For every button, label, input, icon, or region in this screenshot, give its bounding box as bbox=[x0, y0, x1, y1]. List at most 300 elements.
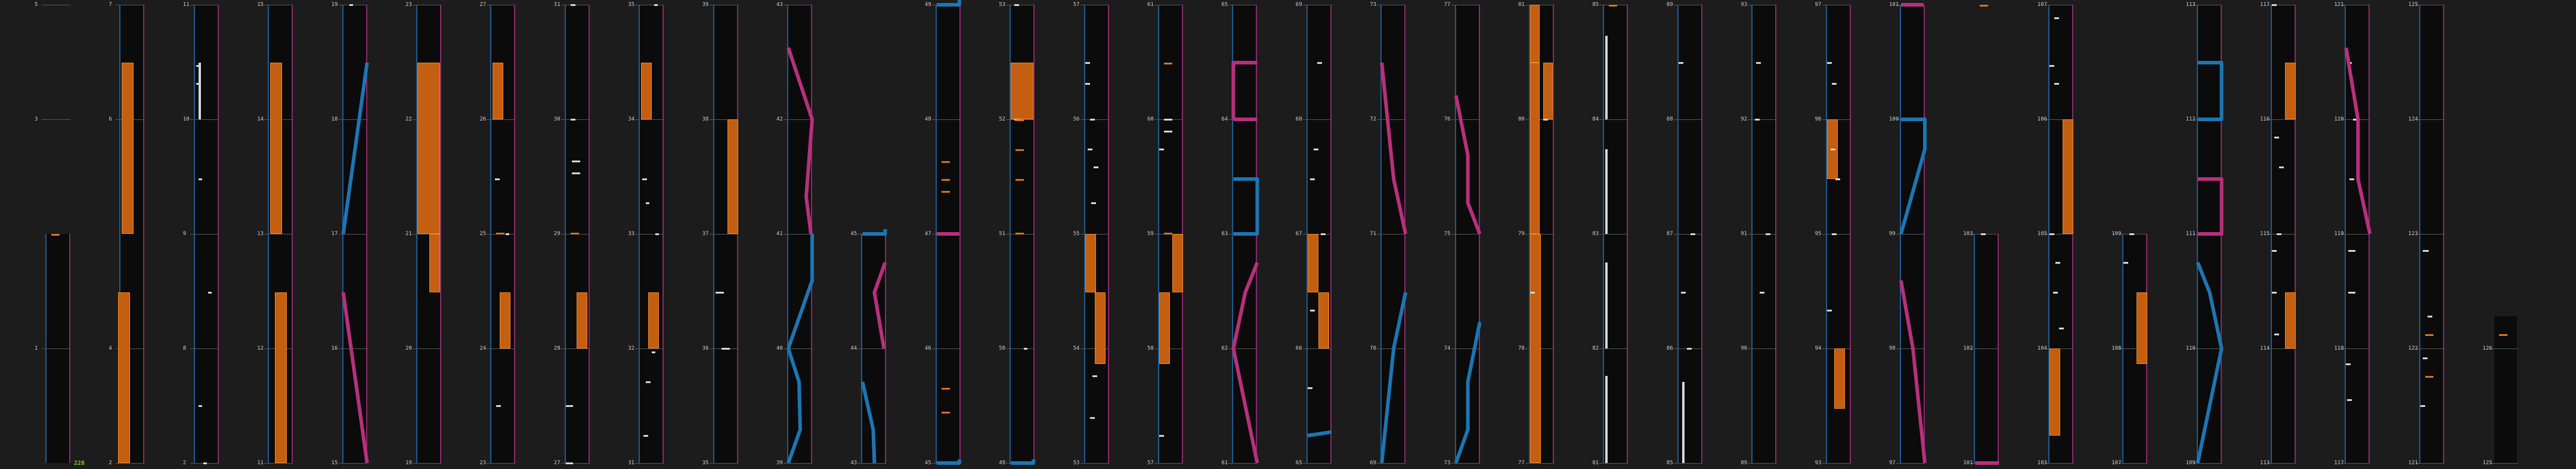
tap-note bbox=[572, 172, 580, 174]
measure-number: 57 bbox=[1147, 460, 1154, 466]
measure-number: 39 bbox=[776, 460, 783, 466]
measure-number: 47 bbox=[924, 231, 931, 237]
measure-line bbox=[635, 463, 664, 464]
measure-line bbox=[784, 119, 812, 120]
hold-note bbox=[1318, 292, 1329, 348]
marker-tick bbox=[1015, 179, 1024, 181]
measure-number: 3 bbox=[35, 116, 38, 122]
tap-note bbox=[566, 462, 573, 464]
hold-note bbox=[429, 234, 440, 292]
measure-number: 2 bbox=[182, 460, 187, 466]
measure-line bbox=[1748, 463, 1776, 464]
hold-note bbox=[1543, 63, 1553, 119]
measure-number: 107 bbox=[2037, 2, 2048, 8]
tap-note bbox=[1827, 310, 1832, 311]
measure-number: 73 bbox=[1444, 460, 1451, 466]
tap-note bbox=[655, 233, 659, 235]
measure-number: 113 bbox=[2260, 460, 2270, 466]
measure-line bbox=[2193, 119, 2222, 120]
hold-note bbox=[2285, 63, 2296, 119]
measure-number: 51 bbox=[999, 231, 1006, 237]
measure-line bbox=[710, 463, 738, 464]
measure-number: 93 bbox=[1815, 460, 1822, 466]
measure-number: 99 bbox=[1889, 231, 1896, 237]
measure-number: 72 bbox=[1370, 116, 1377, 122]
tap-note bbox=[2055, 262, 2060, 264]
marker-tick bbox=[1609, 5, 1617, 7]
tap-note bbox=[1094, 166, 1098, 168]
tap-note bbox=[203, 462, 207, 464]
hold-note bbox=[1085, 234, 1096, 292]
tap-note bbox=[2123, 262, 2128, 264]
measure-number: 68 bbox=[1295, 116, 1302, 122]
marker-tick bbox=[942, 179, 950, 181]
measure-line bbox=[857, 348, 886, 349]
measure-line bbox=[1377, 348, 1405, 349]
tap-note bbox=[1092, 375, 1097, 377]
marker-tick bbox=[942, 412, 950, 414]
marker-tick bbox=[1015, 233, 1024, 234]
tap-note bbox=[2129, 233, 2134, 235]
measure-line bbox=[1970, 348, 1999, 349]
marker-tick bbox=[1164, 233, 1172, 234]
tap-note bbox=[1091, 202, 1096, 204]
measure-number: 65 bbox=[1295, 460, 1302, 466]
measure-number: 11 bbox=[182, 2, 190, 8]
hold-note bbox=[122, 63, 134, 234]
tap-note bbox=[199, 178, 202, 180]
tap-note bbox=[1766, 233, 1770, 235]
measure-number: 33 bbox=[628, 231, 635, 237]
tap-note bbox=[1981, 233, 1986, 235]
measure-number: 26 bbox=[479, 116, 487, 122]
tap-note bbox=[2277, 233, 2281, 235]
measure-line bbox=[561, 348, 590, 349]
measure-line bbox=[1228, 119, 1257, 120]
measure-line bbox=[339, 348, 367, 349]
measure-number: 41 bbox=[776, 231, 783, 237]
measure-number: 9 bbox=[182, 231, 187, 237]
measure-line bbox=[635, 348, 664, 349]
tap-note bbox=[642, 178, 647, 180]
tap-note bbox=[1832, 83, 1837, 85]
measure-number: 89 bbox=[1666, 2, 1673, 8]
measure-number: 11 bbox=[257, 460, 264, 466]
measure-number: 106 bbox=[2037, 116, 2048, 122]
hold-note bbox=[1159, 292, 1170, 364]
measure-number: 52 bbox=[999, 116, 1006, 122]
hold-note bbox=[275, 292, 287, 463]
tap-note bbox=[566, 405, 573, 407]
marker-tick bbox=[2425, 376, 2433, 378]
measure-number: 31 bbox=[553, 2, 561, 8]
measure-number: 120 bbox=[2334, 116, 2344, 122]
measure-number: 66 bbox=[1295, 345, 1302, 351]
measure-number: 104 bbox=[2037, 345, 2048, 351]
marker-tick bbox=[1015, 119, 1024, 121]
measure-number: 101 bbox=[1889, 2, 1899, 8]
measure-number: 73 bbox=[1370, 2, 1377, 8]
tap-note bbox=[1831, 149, 1835, 150]
measure-line bbox=[2193, 463, 2222, 464]
marker-tick bbox=[942, 388, 950, 390]
measure-line bbox=[190, 348, 219, 349]
measure-line bbox=[1748, 348, 1776, 349]
tap-note bbox=[1690, 233, 1695, 235]
tap-note bbox=[1314, 149, 1318, 150]
measure-number: 54 bbox=[1073, 345, 1080, 351]
measure-line bbox=[2416, 348, 2444, 349]
measure-number: 40 bbox=[776, 345, 783, 351]
hold-note bbox=[1834, 348, 1845, 409]
tap-note bbox=[572, 161, 580, 162]
measure-number: 25 bbox=[479, 231, 487, 237]
tap-note bbox=[654, 4, 658, 6]
measure-number: 83 bbox=[1592, 231, 1599, 237]
measure-line bbox=[1822, 463, 1851, 464]
measure-number: 17 bbox=[331, 231, 338, 237]
tap-note bbox=[1679, 62, 1683, 64]
measure-number: 59 bbox=[1147, 231, 1154, 237]
measure-number: 71 bbox=[1370, 231, 1377, 237]
measure-number: 7 bbox=[109, 2, 112, 8]
measure-number: 85 bbox=[1592, 2, 1599, 8]
tap-note bbox=[199, 405, 202, 407]
measure-line bbox=[487, 119, 515, 120]
measure-number: 43 bbox=[850, 460, 857, 466]
tap-note bbox=[1159, 435, 1164, 437]
measure-line bbox=[2267, 348, 2296, 349]
hold-note bbox=[1011, 63, 1033, 119]
measure-number: 14 bbox=[257, 116, 264, 122]
measure-line bbox=[1525, 463, 1554, 464]
measure-number: 103 bbox=[2037, 460, 2048, 466]
measure-number: 16 bbox=[331, 345, 338, 351]
measure-line bbox=[1228, 348, 1257, 349]
measure-line bbox=[784, 348, 812, 349]
measure-number: 29 bbox=[553, 231, 561, 237]
measure-number: 37 bbox=[702, 231, 709, 237]
measure-number: 69 bbox=[1370, 460, 1377, 466]
tap-note bbox=[716, 292, 724, 294]
measure-line bbox=[2267, 119, 2296, 120]
tap-note bbox=[2423, 250, 2429, 252]
measure-number: 34 bbox=[628, 116, 635, 122]
measure-number: 45 bbox=[850, 231, 857, 237]
measure-number: 5 bbox=[35, 2, 38, 8]
tap-note bbox=[2272, 292, 2277, 294]
measure-number: 118 bbox=[2334, 345, 2344, 351]
measure-number: 27 bbox=[553, 460, 561, 466]
measure-line bbox=[635, 119, 664, 120]
marker-tick bbox=[2499, 334, 2507, 336]
measure-line bbox=[2193, 348, 2222, 349]
measure-number: 121 bbox=[2334, 2, 2344, 8]
measure-number: 21 bbox=[405, 231, 412, 237]
measure-number: 46 bbox=[924, 345, 931, 351]
measure-line bbox=[1303, 119, 1332, 120]
measure-number: 50 bbox=[999, 345, 1006, 351]
measure-line bbox=[1303, 348, 1332, 349]
measure-number: 107 bbox=[2111, 460, 2122, 466]
measure-number: 89 bbox=[1741, 460, 1748, 466]
measure-number: 82 bbox=[1592, 345, 1599, 351]
measure-number: 63 bbox=[1221, 231, 1228, 237]
measure-line bbox=[2119, 463, 2147, 464]
tap-note bbox=[646, 202, 649, 204]
tap-note bbox=[2054, 17, 2059, 19]
tap-note bbox=[1543, 119, 1548, 121]
slide-path-blue bbox=[937, 0, 959, 5]
measure-line bbox=[487, 348, 515, 349]
measure-line bbox=[1451, 119, 1480, 120]
hold-note bbox=[2063, 119, 2073, 234]
measure-number: 110 bbox=[2185, 345, 2196, 351]
measure-number: 18 bbox=[331, 116, 338, 122]
tap-note bbox=[2348, 250, 2355, 252]
measure-line bbox=[1377, 119, 1405, 120]
measure-line bbox=[1970, 463, 1999, 464]
tap-note bbox=[1090, 417, 1095, 419]
measure-number: 81 bbox=[1592, 460, 1599, 466]
measure-number: 38 bbox=[702, 116, 709, 122]
tap-note bbox=[495, 178, 500, 180]
measure-number: 58 bbox=[1147, 345, 1154, 351]
measure-number: 6 bbox=[109, 116, 112, 122]
measure-number: 13 bbox=[257, 231, 264, 237]
measure-number: 77 bbox=[1518, 460, 1525, 466]
tap-note bbox=[208, 292, 212, 294]
hold-note bbox=[270, 63, 282, 234]
hold-note bbox=[577, 292, 587, 348]
long-tap-streak bbox=[1605, 36, 1608, 119]
tap-note bbox=[571, 4, 575, 6]
measure-number: 53 bbox=[1073, 460, 1080, 466]
hold-note bbox=[727, 119, 738, 234]
measure-line bbox=[1896, 348, 1925, 349]
tap-note bbox=[1756, 62, 1761, 64]
measure-line bbox=[413, 463, 441, 464]
measure-line bbox=[857, 463, 886, 464]
hold-note bbox=[2285, 292, 2296, 348]
measure-number: 75 bbox=[1444, 231, 1451, 237]
measure-number: 74 bbox=[1444, 345, 1451, 351]
hold-note bbox=[648, 292, 659, 348]
hold-note bbox=[1530, 63, 1540, 234]
measure-number: 97 bbox=[1889, 460, 1896, 466]
measure-line bbox=[1451, 348, 1480, 349]
long-tap-streak bbox=[1682, 382, 1685, 463]
measure-number: 79 bbox=[1518, 231, 1525, 237]
tap-note bbox=[2274, 334, 2279, 335]
tap-note bbox=[2348, 292, 2355, 294]
measure-number: 19 bbox=[405, 460, 412, 466]
measure-line bbox=[1896, 463, 1925, 464]
measure-line bbox=[1599, 463, 1628, 464]
measure-number: 86 bbox=[1666, 345, 1673, 351]
hold-note bbox=[2137, 292, 2147, 364]
tap-note bbox=[2049, 65, 2054, 67]
tap-note bbox=[2054, 83, 2059, 85]
measure-line bbox=[2045, 463, 2073, 464]
tap-note bbox=[2059, 328, 2064, 329]
measure-number: 76 bbox=[1444, 116, 1451, 122]
measure-number: 108 bbox=[2111, 345, 2122, 351]
marker-tick bbox=[1980, 5, 1988, 7]
tap-note bbox=[2347, 62, 2352, 64]
long-tap-streak bbox=[1605, 376, 1608, 463]
tap-note bbox=[1755, 119, 1760, 121]
measure-line bbox=[561, 119, 590, 120]
measure-number: 35 bbox=[702, 460, 709, 466]
tap-note bbox=[646, 381, 651, 383]
measure-number: 88 bbox=[1666, 116, 1673, 122]
measure-number: 30 bbox=[553, 116, 561, 122]
measure-line bbox=[487, 463, 515, 464]
hold-note bbox=[1308, 234, 1318, 292]
tap-note bbox=[2053, 292, 2058, 294]
measure-number: 62 bbox=[1221, 345, 1228, 351]
marker-tick bbox=[1164, 63, 1172, 64]
measure-line bbox=[1080, 463, 1109, 464]
measure-number: 101 bbox=[1963, 460, 1973, 466]
measure-number: 24 bbox=[479, 345, 487, 351]
measure-number: 78 bbox=[1518, 345, 1525, 351]
measure-number: 97 bbox=[1815, 2, 1822, 8]
measure-number: 20 bbox=[405, 345, 412, 351]
measure-number: 81 bbox=[1518, 2, 1525, 8]
measure-number: 95 bbox=[1815, 231, 1822, 237]
measure-number: 98 bbox=[1889, 345, 1896, 351]
tap-note bbox=[2428, 316, 2432, 317]
measure-number: 125 bbox=[2408, 2, 2419, 8]
lane bbox=[2494, 316, 2517, 463]
measure-number: 109 bbox=[2111, 231, 2122, 237]
measure-number: 85 bbox=[1666, 460, 1673, 466]
measure-number: 117 bbox=[2334, 460, 2344, 466]
measure-line bbox=[1896, 119, 1925, 120]
long-tap-streak bbox=[1605, 263, 1608, 348]
measure-number: 27 bbox=[479, 2, 487, 8]
measure-number: 8 bbox=[182, 345, 187, 351]
measure-number: 103 bbox=[1963, 231, 1973, 237]
measure-number: 49 bbox=[924, 2, 931, 8]
hold-note bbox=[2049, 348, 2060, 436]
measure-line bbox=[413, 348, 441, 349]
tap-note bbox=[643, 435, 648, 437]
measure-number: 10 bbox=[182, 116, 190, 122]
measure-number: 109 bbox=[2185, 460, 2196, 466]
measure-line bbox=[1006, 463, 1035, 464]
measure-number: 45 bbox=[924, 460, 931, 466]
measure-line bbox=[1377, 463, 1405, 464]
measure-number: 43 bbox=[776, 2, 783, 8]
measure-number: 44 bbox=[850, 345, 857, 351]
marker-tick bbox=[571, 233, 579, 234]
measure-number: 114 bbox=[2260, 345, 2270, 351]
tap-note bbox=[1760, 292, 1764, 294]
measure-line bbox=[339, 119, 367, 120]
marker-tick bbox=[942, 161, 950, 163]
tap-note bbox=[1835, 178, 1840, 180]
measure-number: 48 bbox=[924, 116, 931, 122]
measure-number: 93 bbox=[1741, 2, 1748, 8]
lane-edge-right bbox=[143, 5, 144, 463]
marker-tick bbox=[51, 234, 60, 236]
measure-number: 32 bbox=[628, 345, 635, 351]
long-tap-streak bbox=[1605, 149, 1608, 234]
measure-number: 116 bbox=[2260, 116, 2270, 122]
hold-note bbox=[641, 63, 652, 119]
tap-note bbox=[496, 405, 501, 407]
measure-number: 126 bbox=[2482, 345, 2493, 351]
measure-number: 124 bbox=[2408, 116, 2419, 122]
tap-note bbox=[506, 233, 509, 235]
tap-note bbox=[2423, 357, 2428, 359]
measure-number: 56 bbox=[1073, 116, 1080, 122]
tap-note bbox=[1310, 310, 1315, 311]
measure-line bbox=[1154, 463, 1183, 464]
hold-note bbox=[1095, 292, 1106, 364]
measure-number: 123 bbox=[2408, 231, 2419, 237]
measure-number: 115 bbox=[2260, 231, 2270, 237]
measure-number: 84 bbox=[1592, 116, 1599, 122]
measure-number: 65 bbox=[1221, 2, 1228, 8]
measure-line bbox=[264, 463, 293, 464]
measure-number: 23 bbox=[479, 460, 487, 466]
marker-tick bbox=[2425, 334, 2433, 336]
measure-line bbox=[2341, 463, 2370, 464]
measure-number: 19 bbox=[331, 2, 338, 8]
measure-number: 77 bbox=[1444, 2, 1451, 8]
tap-note bbox=[2347, 399, 2352, 401]
tap-note bbox=[2274, 137, 2279, 138]
measure-number: 102 bbox=[1963, 345, 1973, 351]
tap-note bbox=[1085, 62, 1090, 64]
measure-number: 91 bbox=[1741, 231, 1748, 237]
measure-number: 117 bbox=[2260, 2, 2270, 8]
measure-line bbox=[1674, 463, 1702, 464]
measure-number: 64 bbox=[1221, 116, 1228, 122]
measure-line bbox=[784, 463, 812, 464]
measure-line bbox=[2416, 463, 2444, 464]
measure-number: 15 bbox=[331, 460, 338, 466]
measure-number: 36 bbox=[702, 345, 709, 351]
measure-number: 23 bbox=[405, 2, 412, 8]
measure-number: 57 bbox=[1073, 2, 1080, 8]
measure-line bbox=[1451, 463, 1480, 464]
tap-note bbox=[722, 348, 730, 350]
measure-number: 15 bbox=[257, 2, 264, 8]
measure-number: 80 bbox=[1518, 116, 1525, 122]
measure-number: 12 bbox=[257, 345, 264, 351]
tap-note bbox=[2272, 4, 2277, 6]
measure-line bbox=[1228, 463, 1257, 464]
measure-number: 35 bbox=[628, 2, 635, 8]
tap-note bbox=[1164, 119, 1172, 121]
marker-tick bbox=[496, 233, 504, 234]
measure-line bbox=[116, 463, 144, 464]
tap-note bbox=[2349, 178, 2354, 180]
measure-number: 122 bbox=[2408, 345, 2419, 351]
measure-number: 55 bbox=[1073, 231, 1080, 237]
tap-note bbox=[652, 351, 655, 353]
tap-note bbox=[1014, 4, 1019, 6]
measure-number: 69 bbox=[1295, 2, 1302, 8]
measure-number: 1 bbox=[35, 345, 38, 351]
tap-note bbox=[1088, 149, 1092, 150]
measure-number: 31 bbox=[628, 460, 635, 466]
